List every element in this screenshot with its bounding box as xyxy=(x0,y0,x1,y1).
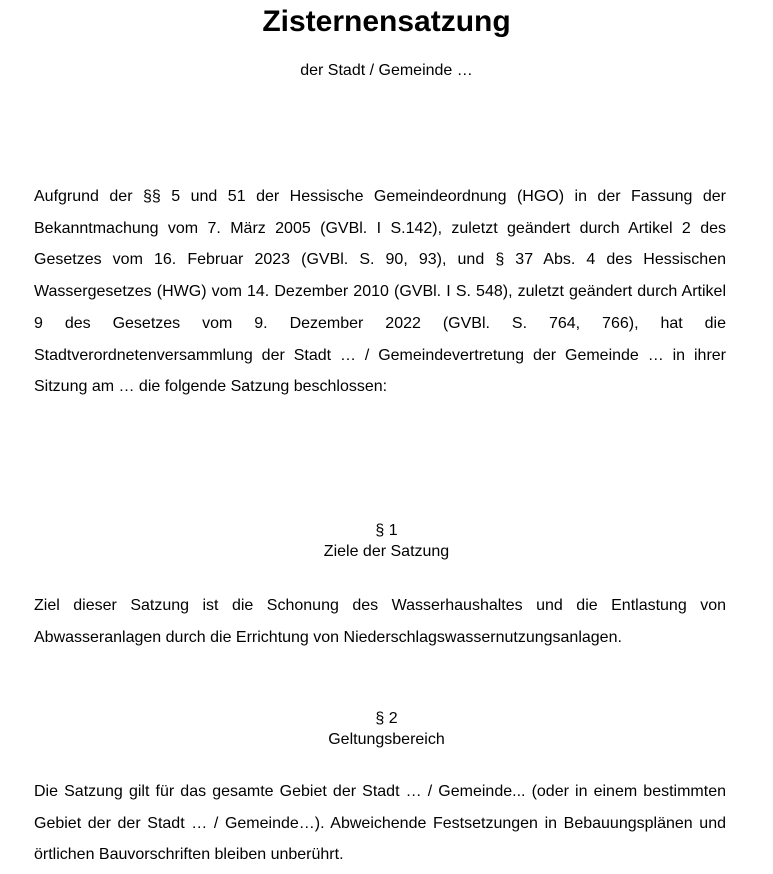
section-1-number: § 1 xyxy=(375,522,398,539)
section-1-heading: Ziele der Satzung xyxy=(323,543,450,560)
section-2-text: Die Satzung gilt für das gesamte Gebiet der Stadt … / Gemeinde... (oder in einem bestimmten Gebiet der der Stadt … / Gemeinde…). Abweichende Festsetzungen in Bebauungsplänen und örtlichen Bauvorschriften bleiben unberührt. xyxy=(34,783,726,864)
document-subtitle: der Stadt / Gemeinde … xyxy=(300,62,473,79)
preamble-paragraph: Aufgrund der §§ 5 und 51 der Hessische Gemeindeordnung (HGO) in der Fassung der Bekanntmachung vom 7. März 2005 (GVBl. I S.142), zuletzt geändert durch Artikel 2 des Gesetzes vom 16. Februar 2023 (GVBl. S. 90, 93), und § 37 Abs. 4 des Hessischen Wassergesetzes (HWG) vom 14. Dezember 2010 (GVBl. I S. 548), zuletzt geändert durch Artikel 9 des Gesetzes vom 9. Dezember 2022 (GVBl. S. 764, 766), hat die Stadtverordnetenversammlung der Stadt … / Gemeindevertretung der Gemeinde … in ihrer Sitzung am … die folgende Satzung beschlossen: xyxy=(34,188,726,396)
document-title: Zisternensatzung xyxy=(262,5,511,38)
section-2-number: § 2 xyxy=(375,710,398,727)
section-2-heading: Geltungsbereich xyxy=(328,731,445,748)
section-1-text: Ziel dieser Satzung ist die Schonung des Wasserhaushaltes und die Entlastung von Abwasseranlagen durch die Errichtung von Niederschlagswassernutzungsanlagen. xyxy=(34,597,726,646)
